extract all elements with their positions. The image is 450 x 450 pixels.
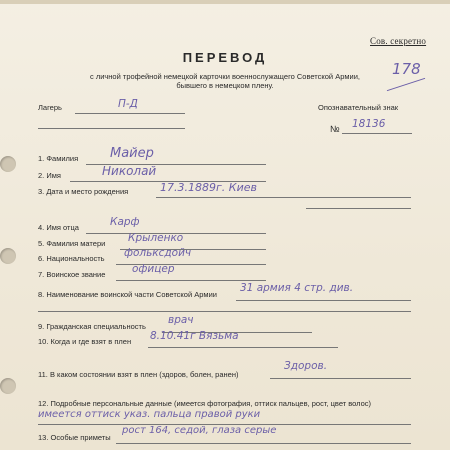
binder-hole-lower bbox=[0, 378, 16, 394]
field-4-label: 4. Имя отца bbox=[38, 223, 79, 232]
field-3-label: 3. Дата и место рождения bbox=[38, 187, 129, 196]
field-1-value: Майер bbox=[110, 146, 154, 161]
field-8-value: 31 армия 4 стр. див. bbox=[240, 282, 354, 294]
field-9-label: 9. Гражданская специальность bbox=[38, 322, 146, 331]
document-subtitle bbox=[40, 72, 410, 90]
field-13-value: рост 164, седой, глаза серые bbox=[122, 425, 277, 436]
id-tag-prefix: № bbox=[330, 124, 340, 134]
document-title: ПЕРЕВОД bbox=[182, 50, 268, 65]
camp-underline bbox=[75, 113, 185, 114]
field-2-value: Николай bbox=[102, 164, 157, 178]
field-4-value: Карф bbox=[110, 216, 140, 228]
field-12-value: имеется оттиск указ. пальца правой руки bbox=[38, 409, 261, 420]
field-5-value: Крыленко bbox=[128, 232, 184, 244]
id-tag-value: 18136 bbox=[352, 118, 386, 130]
field-8-underline bbox=[236, 300, 411, 301]
subtitle-line-1: с личной трофейной немецкой карточки военнослужащего Советской Армии, bbox=[89, 72, 361, 81]
field-12-label: 12. Подробные персональные данные (имеется фотография, оттиск пальцев, рост, цвет волос) bbox=[38, 399, 372, 408]
field-2-label: 2. Имя bbox=[38, 171, 61, 180]
subtitle-line-2: бывшего в немецком плену. bbox=[176, 81, 274, 90]
field-8-label: 8. Наименование воинской части Советской Армии bbox=[38, 290, 217, 299]
field-1-label: 1. Фамилия bbox=[38, 154, 79, 163]
camp-underline-2 bbox=[38, 128, 185, 129]
field-6-value: фольксдойч bbox=[124, 247, 192, 259]
field-7-value: офицер bbox=[132, 263, 175, 275]
field-11-value: Здоров. bbox=[284, 360, 328, 372]
camp-value: П-Д bbox=[118, 98, 138, 110]
field-3-underline bbox=[156, 197, 411, 198]
field-9-value: врач bbox=[168, 314, 194, 326]
field-8-underline-2 bbox=[38, 311, 411, 312]
field-13-label: 13. Особые приметы bbox=[38, 433, 111, 442]
binder-hole-upper bbox=[0, 156, 16, 172]
id-tag-underline bbox=[342, 133, 412, 134]
field-10-label: 10. Когда и где взят в плен bbox=[38, 337, 132, 346]
field-5-label: 5. Фамилия матери bbox=[38, 239, 106, 248]
id-tag-label: Опознавательный знак bbox=[318, 103, 399, 112]
page-top-edge bbox=[0, 0, 450, 4]
binder-hole-middle bbox=[0, 248, 16, 264]
field-3-value: 17.3.1889г. Киев bbox=[160, 181, 257, 194]
field-11-underline bbox=[270, 378, 411, 379]
classification-label: Сов. секретно bbox=[370, 36, 427, 46]
field-13-underline bbox=[116, 443, 411, 444]
handwritten-archive-number: 178 bbox=[392, 60, 421, 78]
field-6-label: 6. Национальность bbox=[38, 254, 105, 263]
field-3-underline-2 bbox=[306, 208, 411, 209]
field-10-value: 8.10.41г Вязьма bbox=[150, 330, 239, 342]
camp-label: Лагерь bbox=[38, 103, 62, 112]
field-7-label: 7. Воинское звание bbox=[38, 270, 106, 279]
field-7-underline bbox=[116, 280, 266, 281]
field-11-label: 11. В каком состоянии взят в плен (здоров, болен, ранен) bbox=[38, 370, 239, 379]
field-10-underline bbox=[148, 347, 338, 348]
